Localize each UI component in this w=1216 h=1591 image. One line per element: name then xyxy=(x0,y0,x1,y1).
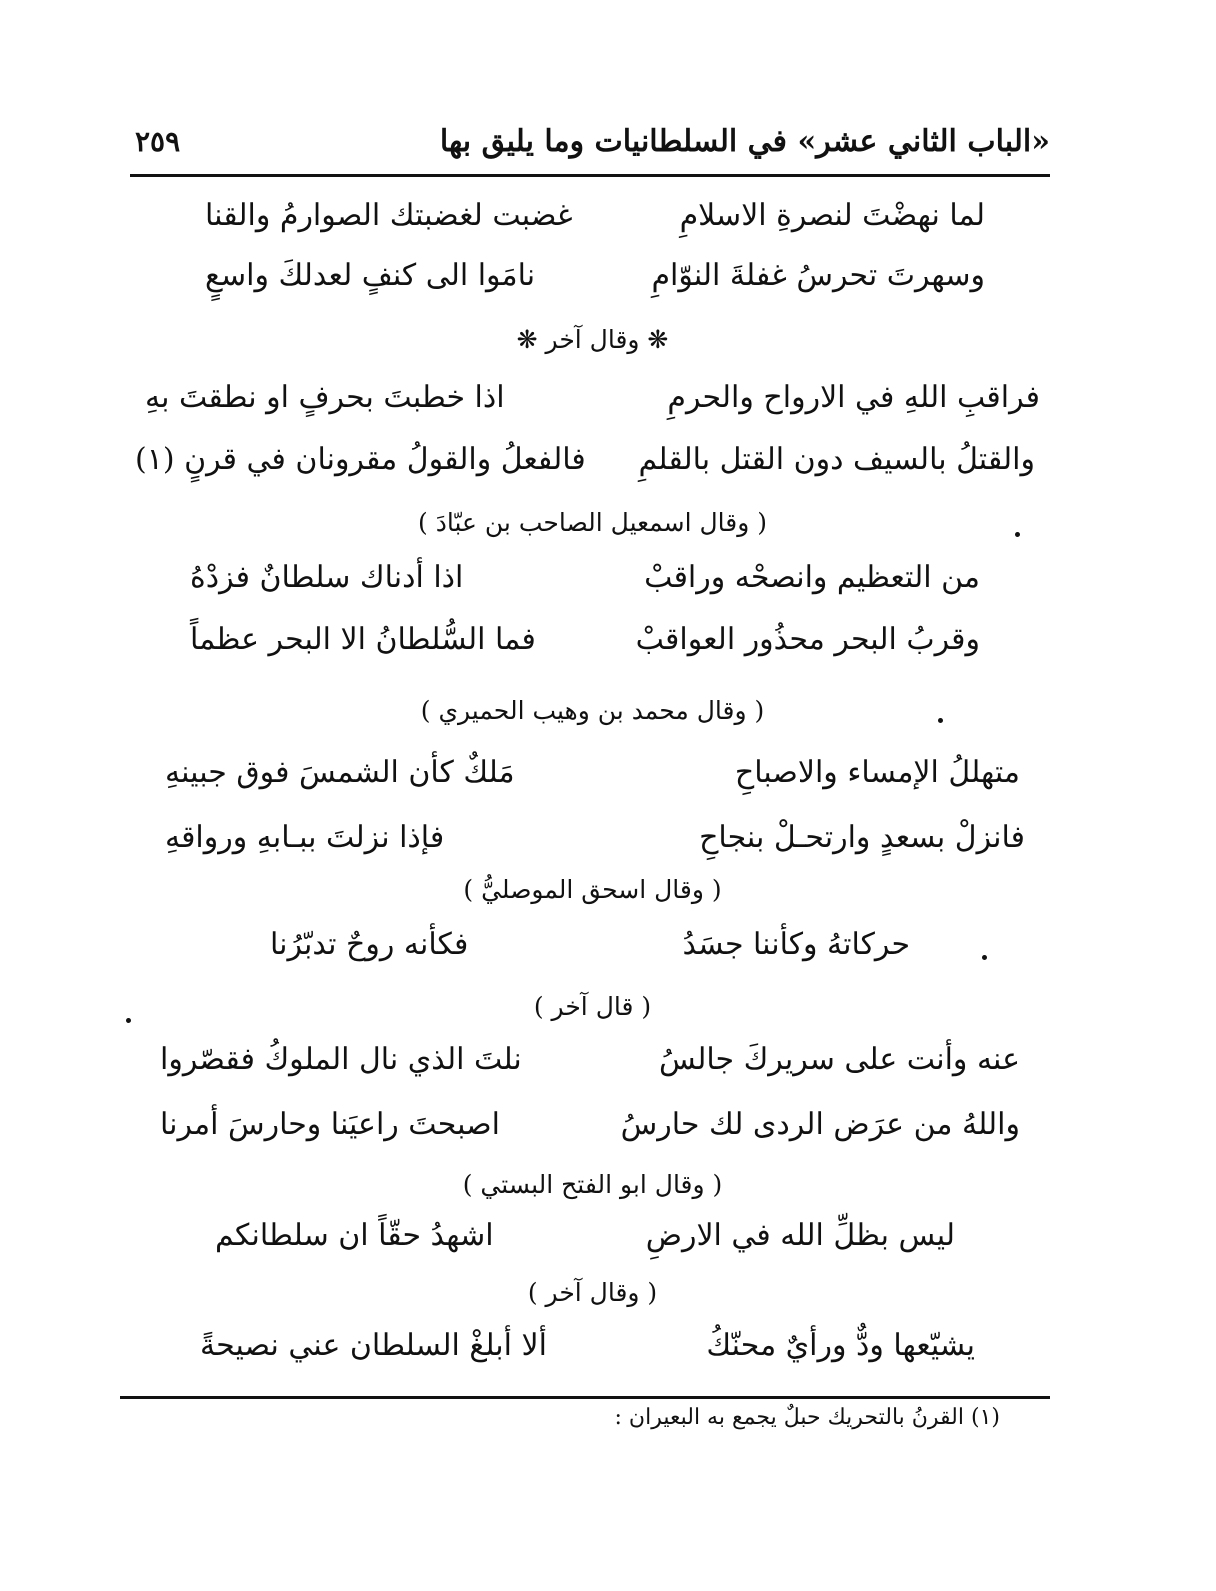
left-hemistich: وسهرتَ تحرسُ غفلةَ النوّامِ xyxy=(651,258,985,293)
heading-text: ( وقال اسمعيل الصاحب بن عبّادَ ) xyxy=(418,508,767,537)
scan-speck xyxy=(938,718,943,723)
verse-line xyxy=(190,622,980,657)
page-header xyxy=(135,112,1050,170)
left-hemistich: والقتلُ بالسيف دون القتل بالقلمِ xyxy=(638,442,1035,477)
left-hemistich: حركاتهُ وكأننا جسَدُ xyxy=(682,927,910,962)
heading-text: ( وقال ابو الفتح البستي ) xyxy=(462,1170,723,1199)
verse-line xyxy=(215,1218,955,1253)
verse-line xyxy=(165,755,1020,790)
right-hemistich: اذا خطبتَ بحرفٍ او نطقتَ بهِ xyxy=(145,380,505,415)
right-hemistich: فما السُّلطانُ الا البحر عظماً xyxy=(190,622,536,657)
section-heading xyxy=(135,325,1050,354)
verse-line xyxy=(190,560,980,595)
left-hemistich: وقربُ البحر محذُور العواقبْ xyxy=(635,622,980,657)
heading-text: ( قال آخر ) xyxy=(533,992,652,1021)
right-hemistich: اشهدُ حقّاً ان سلطانكم xyxy=(215,1218,494,1253)
heading-text: ( وقال اسحق الموصليُّ ) xyxy=(463,875,722,904)
left-hemistich: واللهُ من عرَض الردى لك حارسُ xyxy=(620,1107,1020,1142)
section-heading xyxy=(135,696,1050,725)
header-rule xyxy=(130,174,1050,177)
poetry-body xyxy=(135,180,1050,1390)
left-hemistich: لما نهضْتَ لنصرةِ الاسلامِ xyxy=(679,198,985,233)
right-hemistich: فالفعلُ والقولُ مقرونان في قرنٍ (١) xyxy=(135,442,586,477)
scan-speck xyxy=(1015,532,1020,537)
left-hemistich: من التعظيم وانصحْه وراقبْ xyxy=(644,560,980,595)
verse-line xyxy=(205,198,985,233)
right-hemistich: نلتَ الذي نال الملوكُ فقصّروا xyxy=(160,1042,522,1077)
running-title: «الباب الثاني عشر» في السلطانيات وما يليق بها xyxy=(439,123,1050,159)
left-hemistich: متهللُ الإمساء والاصباحِ xyxy=(734,755,1020,790)
right-hemistich: مَلكٌ كأن الشمسَ فوق جبينهِ xyxy=(165,755,515,790)
scan-speck xyxy=(126,1018,131,1023)
verse-line xyxy=(160,1107,1020,1142)
section-heading xyxy=(135,992,1050,1021)
right-hemistich: اذا أدناك سلطانٌ فزدْهُ xyxy=(190,560,464,595)
verse-line xyxy=(165,820,1025,855)
right-hemistich: فإذا نزلتَ ببـابهِ ورواقهِ xyxy=(165,820,445,855)
right-hemistich: اصبحتَ راعيَنا وحارسَ أمرنا xyxy=(160,1107,500,1142)
right-hemistich: فكأنه روحٌ تدبّرُنا xyxy=(270,927,469,962)
section-heading xyxy=(135,1170,1050,1199)
left-hemistich: عنه وأنت على سريركَ جالسُ xyxy=(658,1042,1020,1077)
heading-text: ( وقال محمد بن وهيب الحميري ) xyxy=(420,696,765,725)
verse-line xyxy=(160,1042,1020,1077)
verse-line xyxy=(135,442,1035,477)
page-number: ٢٥٩ xyxy=(135,124,181,158)
verse-line xyxy=(200,1328,975,1363)
right-hemistich: نامَوا الى كنفٍ لعدلكَ واسعٍ xyxy=(205,258,536,293)
footnote: (١) القرنُ بالتحريك حبلٌ يجمع به البعيران : xyxy=(614,1405,1000,1430)
right-hemistich: غضبت لغضبتك الصوارمُ والقنا xyxy=(205,198,573,233)
left-hemistich: فراقبِ اللهِ في الارواح والحرمِ xyxy=(667,380,1040,415)
left-hemistich: يشيّعها ودٌّ ورأيٌ محنّكُ xyxy=(706,1328,975,1363)
verse-line xyxy=(205,258,985,293)
scan-speck xyxy=(982,955,987,960)
section-heading xyxy=(135,508,1050,537)
verse-line xyxy=(270,927,910,962)
footnote-rule xyxy=(120,1396,1050,1399)
left-hemistich: فانزلْ بسعدٍ وارتحـلْ بنجاحِ xyxy=(699,820,1025,855)
left-hemistich: ليس بظلِّ الله في الارضِ xyxy=(645,1218,955,1253)
right-hemistich: ألا أبلغْ السلطان عني نصيحةً xyxy=(200,1328,547,1363)
section-heading xyxy=(135,1278,1050,1307)
heading-text: ( وقال آخر ) xyxy=(527,1278,658,1307)
heading-text: ❋ وقال آخر ❋ xyxy=(516,325,669,354)
section-heading xyxy=(135,875,1050,904)
verse-line xyxy=(145,380,1040,415)
